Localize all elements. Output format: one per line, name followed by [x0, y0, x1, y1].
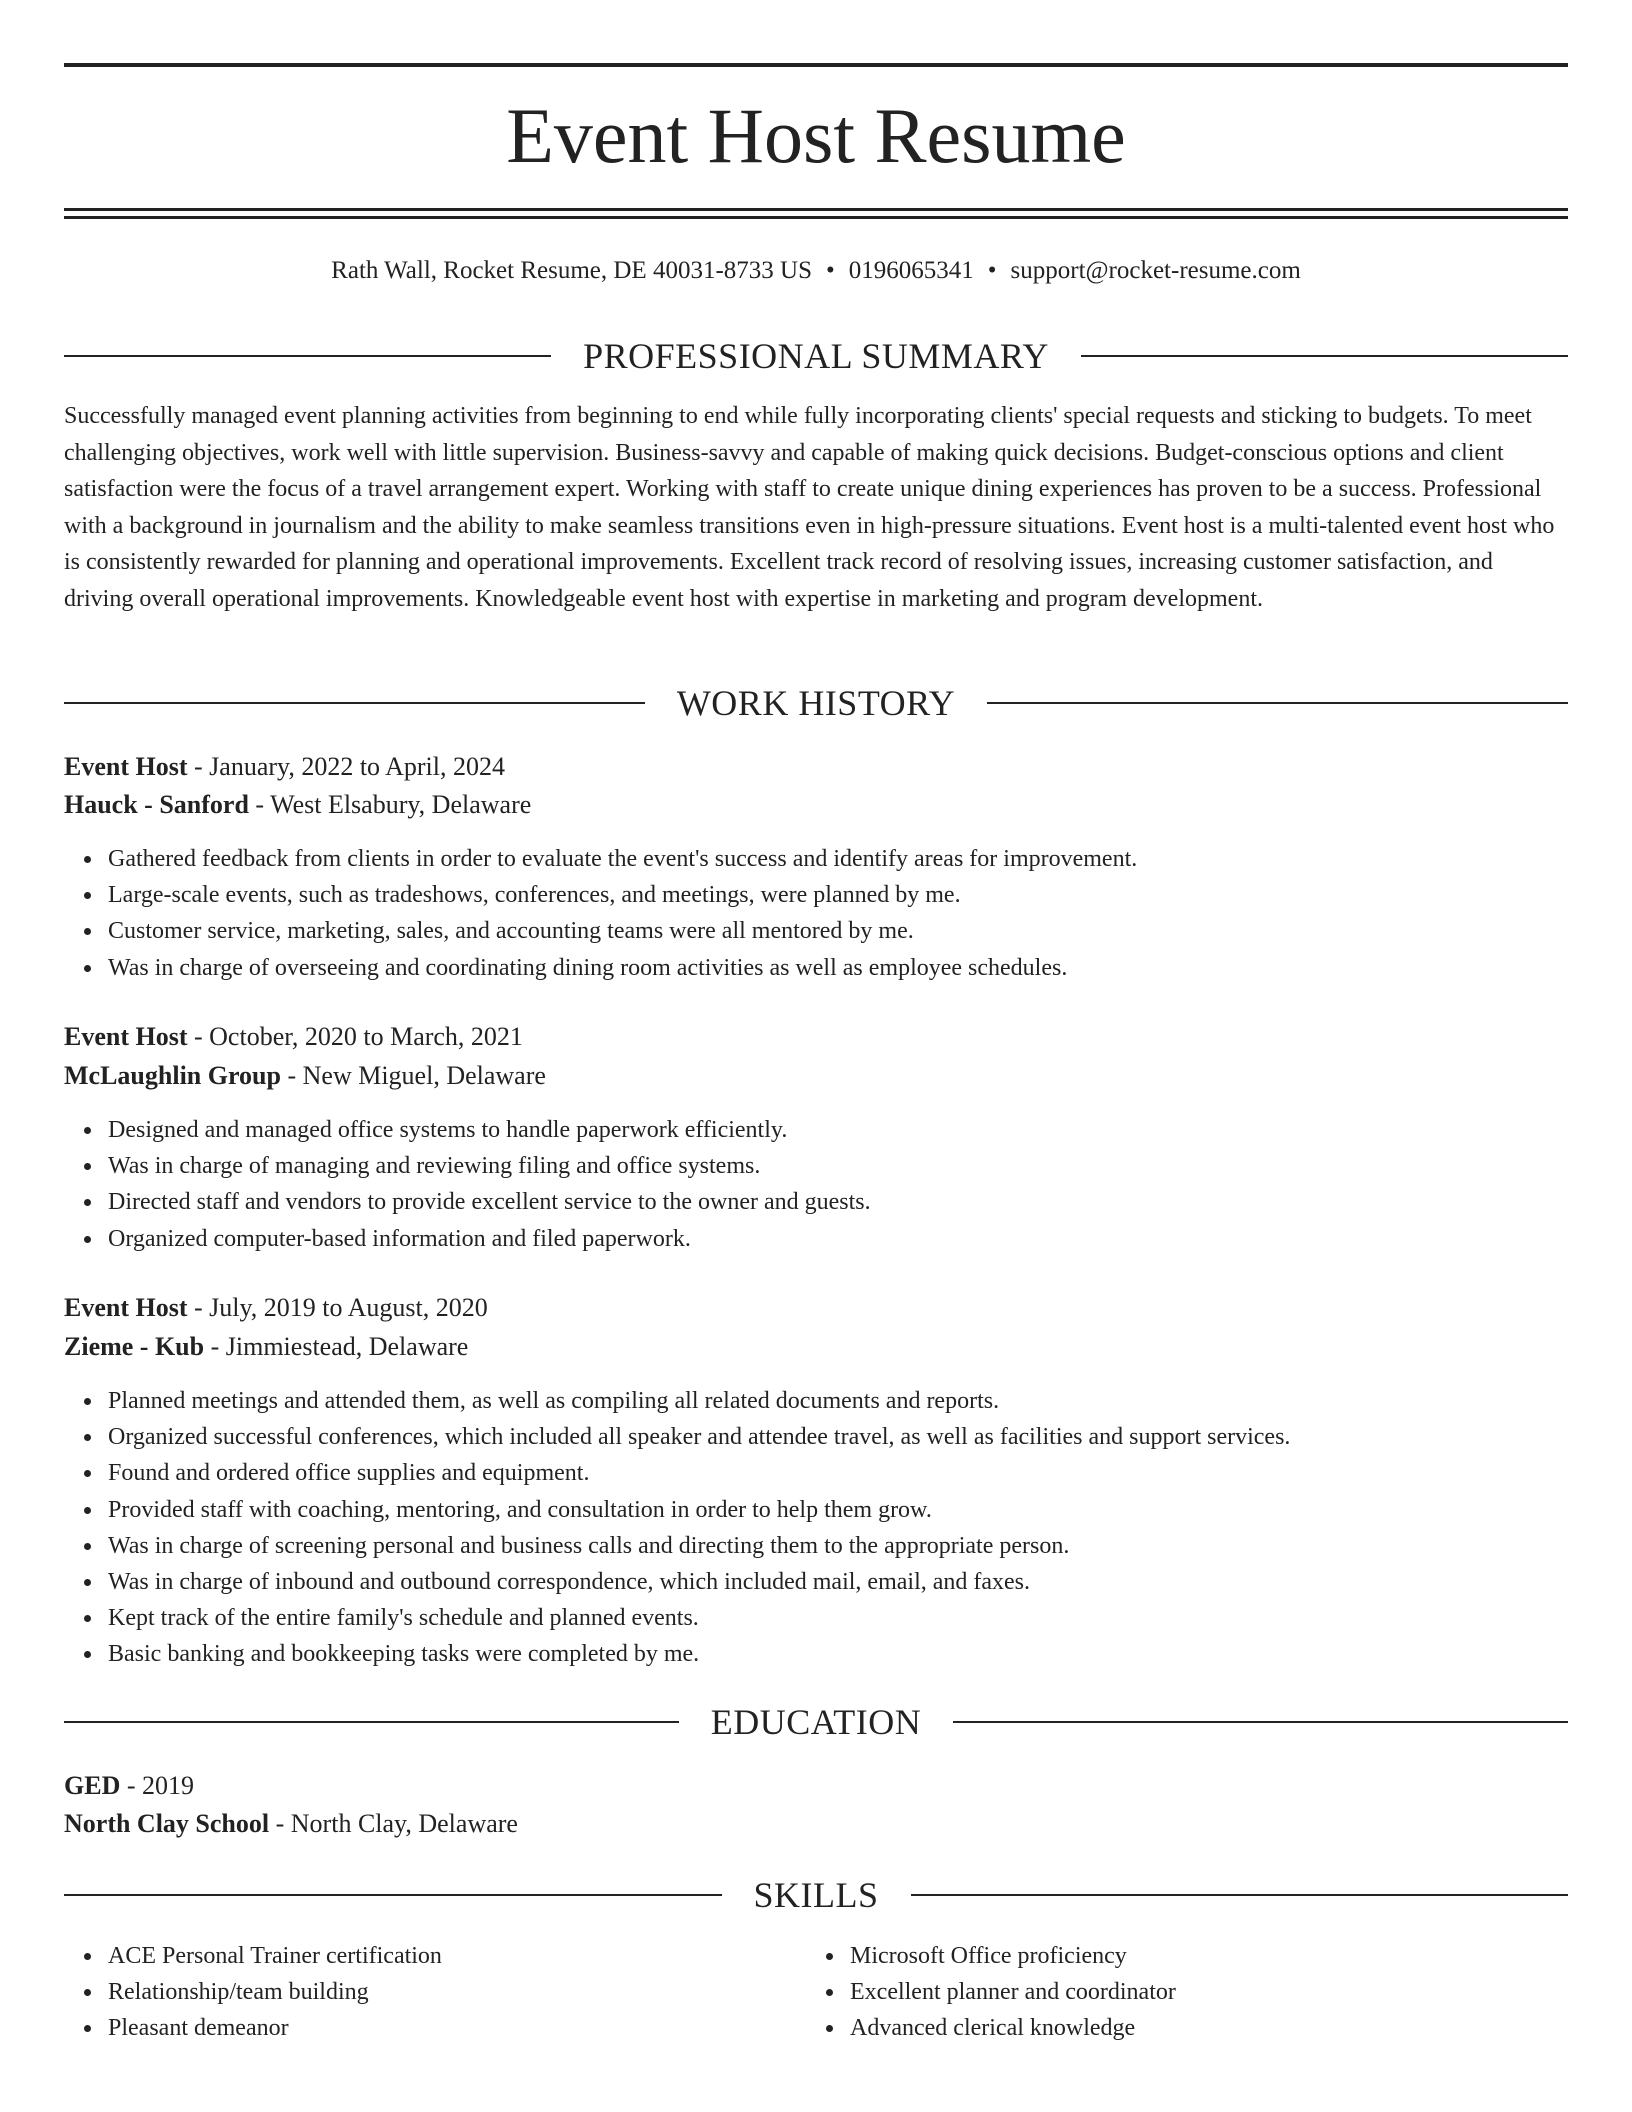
list-item: Gathered feedback from clients in order to evaluate the event's success and identify areas for improvement.	[108, 841, 1137, 877]
list-item: Pleasant demeanor	[108, 2010, 442, 2046]
contact-phone: 0196065341	[848, 257, 974, 284]
page-title: Event Host Resume	[506, 92, 1126, 179]
list-item: Excellent planner and coordinator	[850, 1974, 1176, 2010]
job-company: McLaughlin Group	[64, 1061, 281, 1090]
section-rule-left	[64, 1894, 722, 1896]
job-title-line	[64, 1019, 523, 1055]
list-item: Kept track of the entire family's schedule and planned events.	[108, 1600, 1290, 1636]
section-rule-right	[911, 1894, 1569, 1896]
section-rule-right	[1081, 355, 1568, 357]
section-rule-right	[987, 702, 1568, 704]
job-title: Event Host	[64, 1293, 188, 1322]
job-title-line	[64, 749, 505, 785]
list-item: Organized successful conferences, which included all speaker and attendee travel, as well as facilities and support services.	[108, 1419, 1290, 1455]
education-degree-line	[64, 1768, 194, 1804]
job-company-line	[64, 787, 531, 823]
list-item: Was in charge of screening personal and business calls and directing them to the appropriate person.	[108, 1528, 1290, 1564]
list-item: Was in charge of inbound and outbound correspondence, which included mail, email, and faxes.	[108, 1564, 1290, 1600]
job-location: - New Miguel, Delaware	[280, 1061, 546, 1090]
list-item: Directed staff and vendors to provide excellent service to the owner and guests.	[108, 1184, 871, 1220]
section-rule-right	[953, 1721, 1568, 1723]
contact-address: Rath Wall, Rocket Resume, DE 40031-8733 US	[331, 257, 812, 284]
job-title: Event Host	[64, 1022, 188, 1051]
job-title-line	[64, 1290, 488, 1326]
list-item: Customer service, marketing, sales, and accounting teams were all mentored by me.	[108, 913, 1137, 949]
skills-list-right	[806, 1938, 1176, 2047]
contact-separator: •	[987, 257, 997, 284]
job-bullets	[64, 841, 1137, 986]
contact-line	[64, 254, 1568, 288]
job-company: Zieme - Kub	[64, 1332, 205, 1361]
section-heading-skills	[64, 1873, 1568, 1917]
list-item: Relationship/team building	[108, 1974, 442, 2010]
list-item: Large-scale events, such as tradeshows, conferences, and meetings, were planned by me.	[108, 877, 1137, 913]
section-rule-left	[64, 1721, 679, 1723]
section-title: SKILLS	[753, 1875, 879, 1915]
section-rule-left	[64, 702, 645, 704]
job-location: - Jimmiestead, Delaware	[204, 1332, 469, 1361]
list-item: Planned meetings and attended them, as well as compiling all related documents and reports.	[108, 1383, 1290, 1419]
title-rule-lower	[64, 216, 1568, 219]
job-title: Event Host	[64, 752, 188, 781]
contact-email: support@rocket-resume.com	[1010, 257, 1301, 284]
list-item: Found and ordered office supplies and equipment.	[108, 1455, 1290, 1491]
job-company: Hauck - Sanford	[64, 790, 249, 819]
section-heading-work-history	[64, 681, 1568, 725]
summary-paragraph: Successfully managed event planning activities from beginning to end while fully incorporating clients' special requests and sticking to budgets. To meet challenging objectives, work well with little supervision. Business-savvy and capable of making quick decisions. Budget-conscious options and client satisfaction were the focus of a travel arrangement expert. Working with staff to create unique dining experiences has proven to be a success. Professional with a background in journalism and the ability to make seamless transitions even in high-pressure situations. Event host is a multi-talented event host who is consistently rewarded for planning and operational improvements. Excellent track record of resolving issues, increasing customer satisfaction, and driving overall operational improvements. Knowledgeable event host with expertise in marketing and program development.	[64, 403, 1555, 612]
title-rule-upper	[64, 208, 1568, 211]
list-item: Was in charge of managing and reviewing filing and office systems.	[108, 1148, 871, 1184]
job-company-line	[64, 1329, 468, 1365]
education-school-line	[64, 1806, 518, 1842]
education-degree: GED	[64, 1771, 121, 1800]
skills-list-left	[64, 1938, 442, 2047]
section-title: PROFESSIONAL SUMMARY	[583, 336, 1049, 376]
top-rule	[64, 63, 1568, 67]
job-bullets	[64, 1383, 1290, 1673]
job-bullets	[64, 1112, 871, 1257]
list-item: Advanced clerical knowledge	[850, 2010, 1176, 2046]
section-rule-left	[64, 355, 551, 357]
contact-separator: •	[825, 257, 835, 284]
list-item: Designed and managed office systems to handle paperwork efficiently.	[108, 1112, 871, 1148]
job-dates: - January, 2022 to April, 2024	[187, 752, 505, 781]
job-dates: - October, 2020 to March, 2021	[187, 1022, 523, 1051]
education-school: North Clay School	[64, 1809, 270, 1838]
list-item: ACE Personal Trainer certification	[108, 1938, 442, 1974]
job-location: - West Elsabury, Delaware	[248, 790, 532, 819]
list-item: Was in charge of overseeing and coordinating dining room activities as well as employee schedules.	[108, 950, 1137, 986]
section-title: EDUCATION	[710, 1702, 922, 1742]
list-item: Provided staff with coaching, mentoring, and consultation in order to help them grow.	[108, 1492, 1290, 1528]
section-title: WORK HISTORY	[676, 683, 956, 723]
list-item: Basic banking and bookkeeping tasks were completed by me.	[108, 1636, 1290, 1672]
education-location: - North Clay, Delaware	[269, 1809, 518, 1838]
education-year: - 2019	[120, 1771, 195, 1800]
job-dates: - July, 2019 to August, 2020	[187, 1293, 488, 1322]
section-heading-education	[64, 1700, 1568, 1744]
list-item: Organized computer-based information and filed paperwork.	[108, 1221, 871, 1257]
list-item: Microsoft Office proficiency	[850, 1938, 1176, 1974]
section-heading-summary	[64, 334, 1568, 378]
job-company-line	[64, 1058, 546, 1094]
